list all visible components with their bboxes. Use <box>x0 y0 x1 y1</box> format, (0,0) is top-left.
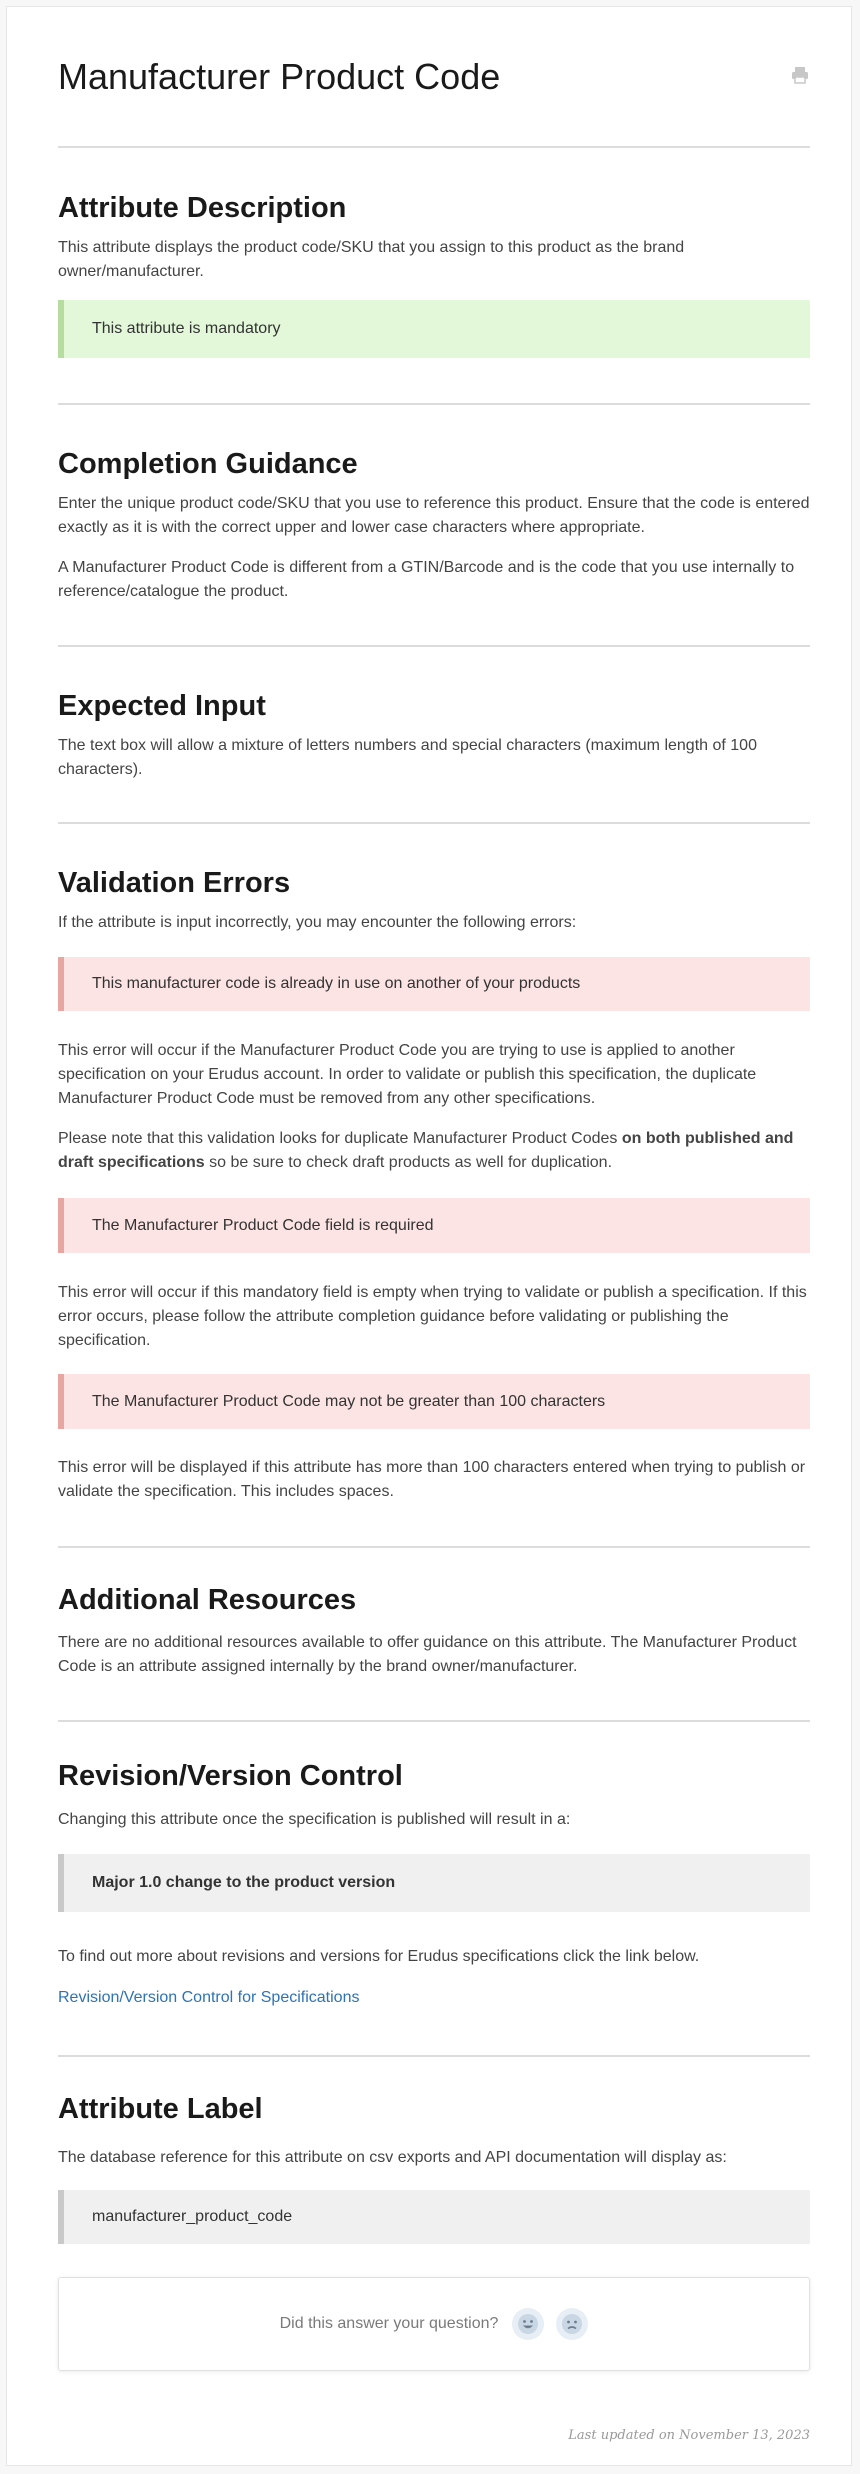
revision-control-link[interactable]: Revision/Version Control for Specifications <box>58 1989 360 2006</box>
error-callout-duplicate: This manufacturer code is already in use on another of your products <box>58 957 810 1011</box>
section-heading-input: Expected Input <box>58 690 266 722</box>
error-duplicate-explanation: This error will occur if the Manufacturer Product Code you are trying to use is applied to another specification on your Erudus account. In order to validate or publish this specification, the duplicate Manufacturer Product Code must be removed from any other specifications. <box>58 1042 757 1107</box>
section-heading-validation: Validation Errors <box>58 867 291 899</box>
mandatory-callout: This attribute is mandatory <box>58 300 810 358</box>
happy-face-icon[interactable] <box>512 2308 544 2340</box>
error-required-explanation: This error will occur if this mandatory field is empty when trying to validate or publish a specification. If this error occurs, please follow the attribute completion guidance before validating or publishing the specification. <box>58 1284 807 1349</box>
page-title: Manufacturer Product Code <box>58 56 501 97</box>
note-text-end: so be sure to check draft products as well for duplication. <box>204 1154 613 1171</box>
divider <box>58 2055 810 2057</box>
section-heading-revision: Revision/Version Control <box>58 1760 403 1792</box>
sad-face-icon[interactable] <box>556 2308 588 2340</box>
print-icon[interactable] <box>790 65 810 85</box>
note-text-bold: on both published and draft specifications <box>58 1130 794 1171</box>
divider <box>58 822 810 824</box>
section-heading-guidance: Completion Guidance <box>58 448 358 480</box>
attribute-label-callout: manufacturer_product_code <box>58 2190 810 2244</box>
divider <box>58 645 810 647</box>
error-callout-required: The Manufacturer Product Code field is required <box>58 1198 810 1253</box>
error-duplicate-note <box>58 1127 810 1175</box>
guidance-text-1: Enter the unique product code/SKU that you use to reference this product. Ensure that the code is entered exactly as it is with the correct upper and lower case characters where appropriate. <box>58 495 810 536</box>
divider <box>58 146 810 148</box>
section-heading-resources: Additional Resources <box>58 1584 357 1616</box>
section-heading-label: Attribute Label <box>58 2093 263 2125</box>
article-page <box>6 6 852 2466</box>
note-text-start: Please note that this validation looks for duplicate Manufacturer Product Codes <box>58 1130 622 1147</box>
divider <box>58 1720 810 1722</box>
divider <box>58 403 810 405</box>
guidance-text-2: A Manufacturer Product Code is different from a GTIN/Barcode and is the code that you use internally to reference/catalogue the product. <box>58 559 795 600</box>
resources-text: There are no additional resources available to offer guidance on this attribute. The Manufacturer Product Code is an attribute assigned internally by the brand owner/manufacturer. <box>58 1634 797 1675</box>
input-text: The text box will allow a mixture of letters numbers and special characters (maximum length of 100 characters). <box>58 737 757 778</box>
feedback-box <box>58 2277 810 2371</box>
error-length-explanation: This error will be displayed if this attribute has more than 100 characters entered when trying to publish or validate the specification. This includes spaces. <box>58 1459 806 1500</box>
validation-intro: If the attribute is input incorrectly, you may encounter the following errors: <box>58 914 577 931</box>
error-callout-length: The Manufacturer Product Code may not be greater than 100 characters <box>58 1374 810 1429</box>
section-heading-description: Attribute Description <box>58 192 347 224</box>
description-text: This attribute displays the product code/SKU that you assign to this product as the brand owner/manufacturer. <box>58 239 685 280</box>
revision-intro: Changing this attribute once the specification is published will result in a: <box>58 1811 571 1828</box>
last-updated: Last updated on November 13, 2023 <box>568 2428 810 2443</box>
label-intro: The database reference for this attribute on csv exports and API documentation will display as: <box>58 2149 727 2166</box>
divider <box>58 1546 810 1548</box>
feedback-question: Did this answer your question? <box>279 2315 499 2332</box>
revision-callout: Major 1.0 change to the product version <box>58 1854 810 1912</box>
revision-more-text: To find out more about revisions and versions for Erudus specifications click the link below. <box>58 1948 700 1965</box>
